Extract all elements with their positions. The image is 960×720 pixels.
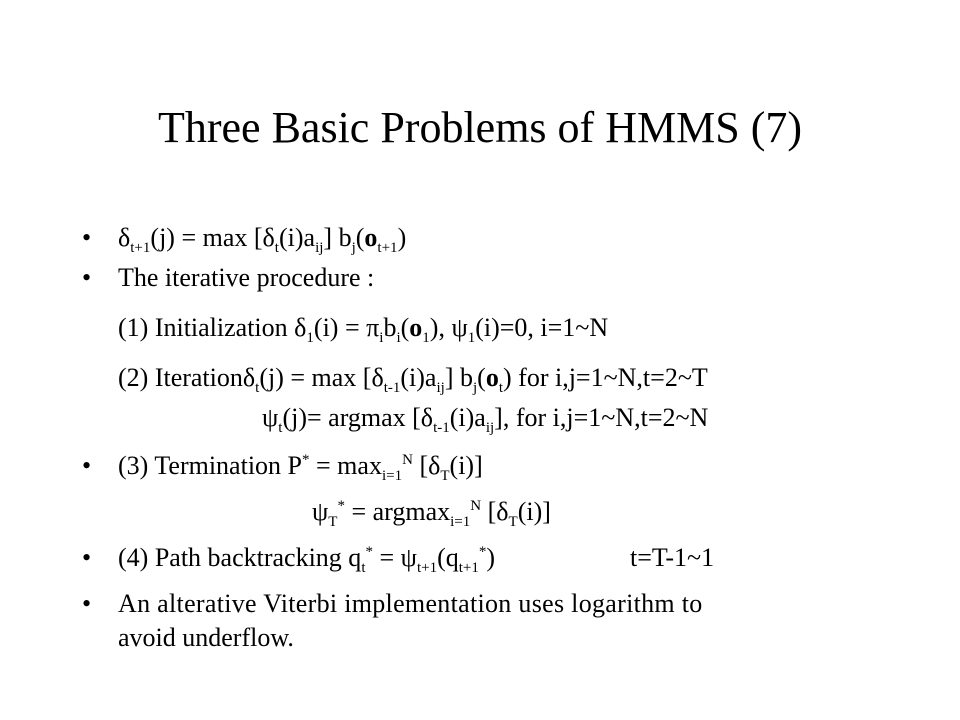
- formula-text: (j) = max [δ: [259, 363, 384, 392]
- formula-subscript: i: [396, 330, 401, 346]
- formula-subscript: t: [255, 380, 260, 396]
- formula-subscript: 1: [306, 330, 314, 346]
- formula-text: = argmax: [344, 497, 451, 526]
- formula-text: (i) = π: [313, 313, 380, 342]
- step-initialization: [118, 312, 608, 344]
- step-iteration-psi: [262, 402, 708, 434]
- formula-text: [δ: [412, 451, 441, 480]
- formula-text: ], for i,j=1~N,t=2~N: [494, 403, 709, 432]
- bullet-4-marker: •: [82, 543, 92, 572]
- formula-subscript: t-1: [433, 420, 450, 436]
- formula-subscript: T: [328, 514, 338, 530]
- formula-superscript: N: [470, 498, 482, 514]
- formula-text: ] b: [444, 363, 473, 392]
- formula-text: ψ: [262, 403, 279, 432]
- formula-text: (i)]: [449, 451, 483, 480]
- formula-text: (1) Initialization δ: [118, 313, 307, 342]
- formula-superscript: *: [337, 498, 345, 514]
- step-path-backtracking: [118, 542, 495, 574]
- formula-bold-o: o: [409, 313, 423, 342]
- formula-text: (i)]: [517, 497, 551, 526]
- formula-text: (i)a: [449, 403, 486, 432]
- formula-subscript: t+1: [377, 240, 398, 256]
- formula-subscript: T: [508, 514, 518, 530]
- logarithm-note-line-2: avoid underflow.: [118, 623, 294, 652]
- formula-subscript: t+1: [416, 560, 438, 576]
- formula-subscript: t: [361, 560, 366, 576]
- formula-subscript: t: [498, 380, 503, 396]
- bullet-5-marker: •: [82, 589, 92, 618]
- formula-text: ), ψ: [429, 313, 468, 342]
- formula-bold-o: o: [485, 363, 499, 392]
- formula-text: ): [397, 223, 407, 252]
- formula-text: (j)= argmax [δ: [282, 403, 434, 432]
- formula-bold-o: o: [364, 223, 378, 252]
- formula-subscript: i=1: [450, 514, 471, 530]
- formula-subscript: 1: [422, 330, 430, 346]
- formula-text: ) for i,j=1~N,t=2~T: [503, 363, 708, 392]
- formula-superscript: *: [478, 544, 487, 560]
- formula-subscript: ij: [315, 240, 324, 256]
- formula-subscript: ij: [436, 380, 445, 396]
- formula-superscript: *: [302, 452, 310, 468]
- formula-text: b: [383, 313, 397, 342]
- formula-text: (3) Termination P: [118, 451, 303, 480]
- formula-subscript: i=1: [381, 468, 403, 484]
- formula-subscript: i: [379, 330, 384, 346]
- formula-text: = max: [309, 451, 382, 480]
- formula-text: δ: [118, 223, 131, 252]
- formula-subscript: T: [440, 468, 450, 484]
- formula-subscript: j: [472, 380, 478, 396]
- bullet-2-marker: •: [82, 263, 92, 292]
- formula-text: ] b: [323, 223, 352, 252]
- formula-text: (: [355, 223, 365, 252]
- formula-text: ): [486, 543, 496, 572]
- formula-superscript: *: [365, 544, 373, 560]
- formula-text: = ψ: [372, 543, 417, 572]
- formula-subscript: t: [278, 420, 283, 436]
- formula-subscript: t+1: [130, 240, 151, 256]
- iterative-procedure-heading: The iterative procedure :: [118, 263, 375, 292]
- formula-text: (: [400, 313, 410, 342]
- formula-text: (j) = max [δ: [150, 223, 275, 252]
- formula-subscript: t-1: [383, 380, 401, 396]
- formula-text: (i)=0, i=1~N: [475, 313, 609, 342]
- formula-text: [δ: [481, 497, 509, 526]
- formula-text: (: [477, 363, 486, 392]
- bullet-1-marker: •: [82, 223, 92, 252]
- formula-subscript: t: [274, 240, 279, 256]
- formula-superscript: N: [402, 452, 413, 468]
- logarithm-note-line-1: An alterative Viterbi implementation uses logarithm to: [118, 589, 703, 618]
- step-termination: [118, 450, 483, 482]
- formula-text: (4) Path backtracking q: [118, 543, 362, 572]
- bullet-3-marker: •: [82, 451, 92, 480]
- step-iteration: [118, 362, 708, 394]
- formula-subscript: j: [351, 240, 356, 256]
- formula-subscript: 1: [467, 330, 476, 346]
- formula-subscript: ij: [485, 420, 495, 436]
- formula-text: (2) Iterationδ: [118, 363, 256, 392]
- step-termination-psi: [312, 496, 551, 528]
- backtracking-range: t=T-1~1: [630, 543, 715, 572]
- slide-title: Three Basic Problems of HMMS (7): [157, 103, 802, 152]
- formula-text: (i)a: [278, 223, 316, 252]
- formula-text: (q: [437, 543, 459, 572]
- formula-subscript: t+1: [458, 560, 479, 576]
- delta-recursion-formula: [118, 222, 406, 254]
- formula-text: (i)a: [400, 363, 437, 392]
- formula-text: ψ: [312, 497, 329, 526]
